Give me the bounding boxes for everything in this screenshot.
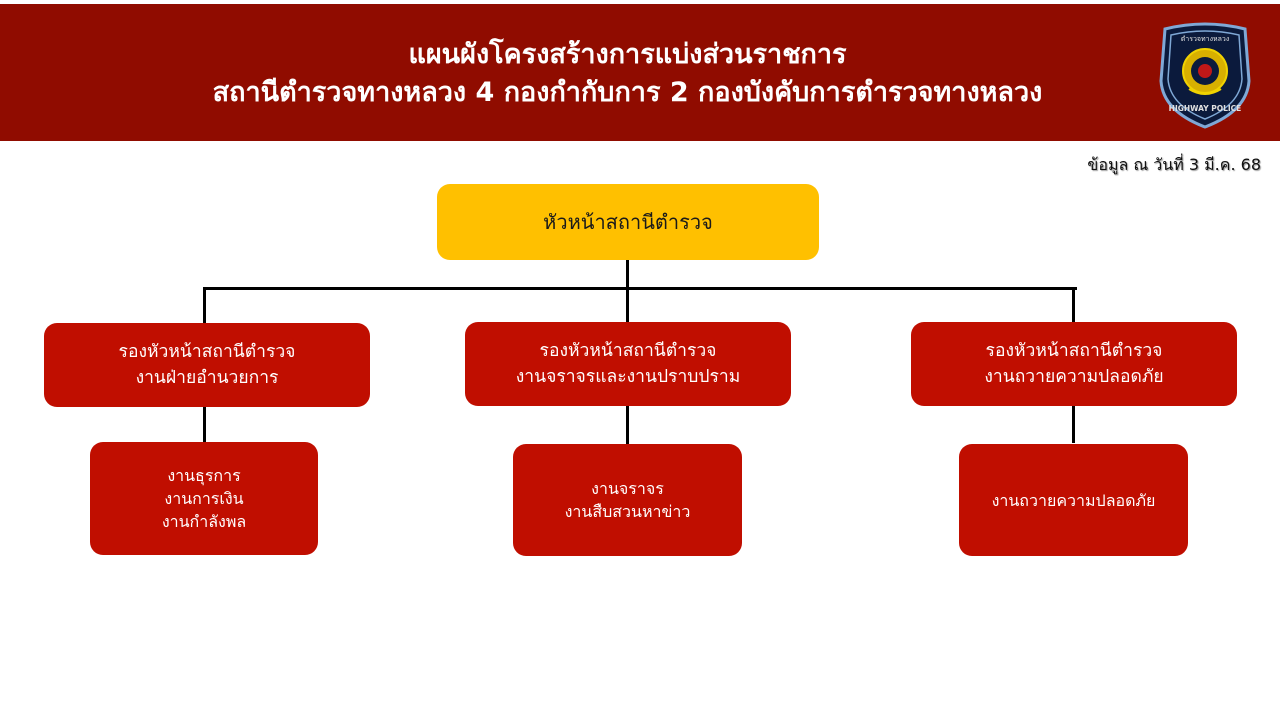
connector-horizontal	[203, 287, 1077, 290]
deputy-title: รองหัวหน้าสถานีตำรวจ	[985, 341, 1163, 361]
connector-to-deputy-3	[1072, 287, 1075, 323]
unit-label: งานจราจร	[591, 479, 664, 498]
connector-deputy-2-to-units	[626, 405, 629, 445]
unit-label: งานการเงิน	[164, 489, 244, 508]
units-box-administration	[90, 442, 318, 555]
deputy-department: งานฝ่ายอำนวยการ	[135, 368, 279, 388]
root-box-station-chief	[437, 184, 819, 260]
unit-label: งานถวายความปลอดภัย	[991, 490, 1156, 510]
page-title: แผนผังโครงสร้างการแบ่งส่วนราชการ	[408, 39, 847, 70]
unit-label: งานกำลังพล	[161, 512, 247, 531]
page-subtitle: สถานีตำรวจทางหลวง 4 กองกำกับการ 2 กองบังคับการตำรวจทางหลวง	[212, 77, 1043, 108]
connector-to-deputy-2	[626, 287, 629, 323]
deputy-box-administration	[44, 323, 370, 407]
connector-root-down	[626, 259, 629, 289]
connector-deputy-3-to-units	[1072, 405, 1075, 443]
deputy-title: รองหัวหน้าสถานีตำรวจ	[118, 342, 296, 362]
unit-label: งานธุรการ	[167, 466, 241, 485]
logo-bottom-text: HIGHWAY POLICE	[1168, 104, 1242, 113]
unit-label: งานสืบสวนหาข่าว	[564, 502, 691, 521]
connector-to-deputy-1	[203, 287, 206, 323]
data-date-note: ข้อมูล ณ วันที่ 3 มี.ค. 68	[1087, 155, 1261, 174]
connector-deputy-1-to-units	[203, 405, 206, 443]
header-banner	[0, 4, 1280, 141]
deputy-box-royal-security	[911, 322, 1237, 406]
logo-top-text: ตำรวจทางหลวง	[1180, 35, 1230, 43]
deputy-box-traffic-suppression	[465, 322, 791, 406]
highway-police-logo	[1155, 19, 1255, 131]
units-box-royal-security	[959, 444, 1188, 556]
root-label: หัวหน้าสถานีตำรวจ	[543, 210, 713, 234]
units-box-traffic-suppression	[513, 444, 742, 556]
deputy-title: รองหัวหน้าสถานีตำรวจ	[539, 341, 717, 361]
deputy-department: งานถวายความปลอดภัย	[984, 367, 1164, 387]
deputy-department: งานจราจรและงานปราบปราม	[515, 367, 741, 387]
